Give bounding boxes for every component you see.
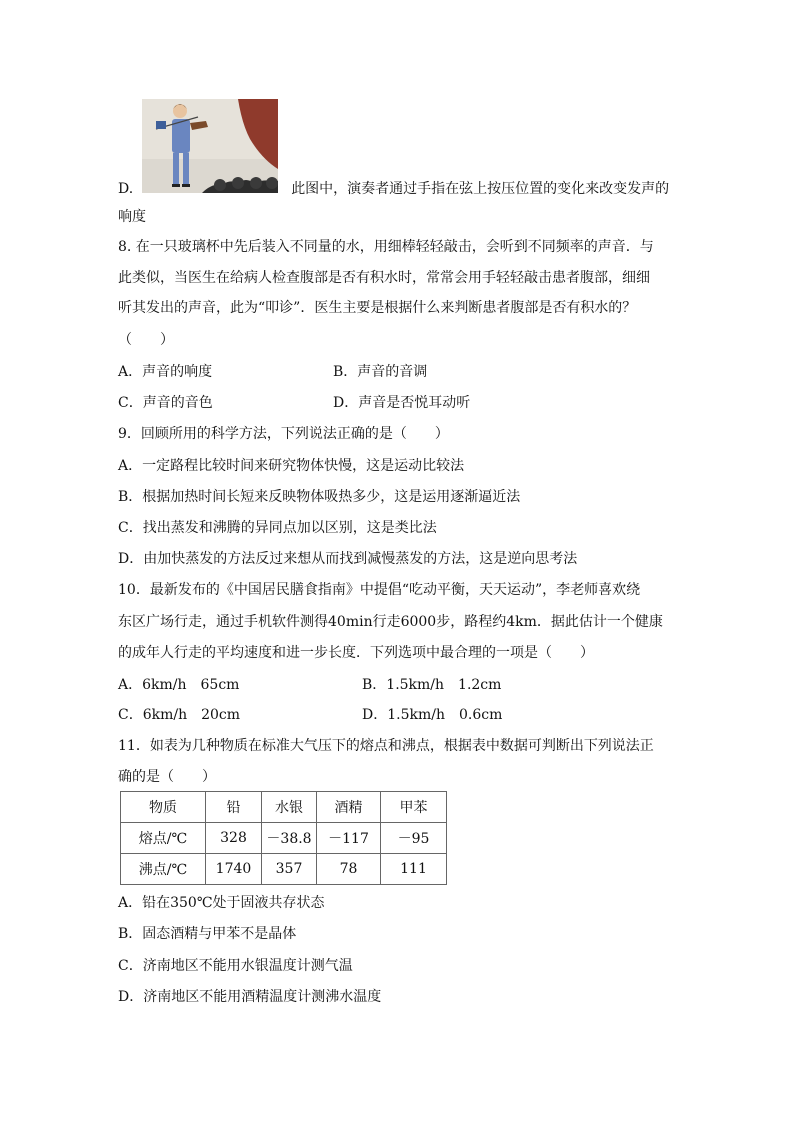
q11-stem-line-1: 11．如表为几种物质在标准大气压下的熔点和沸点，根据表中数据可判断出下列说法正: [118, 738, 654, 754]
q7-option-d-label: D.: [118, 181, 134, 197]
table-cell: 111: [381, 854, 447, 885]
table-cell: －117: [317, 823, 381, 854]
q8-option-b: B．声音的音调: [333, 364, 428, 380]
q8-stem-line-1: 8. 在一只玻璃杯中先后装入不同量的水，用细棒轻轻敲击，会听到不同频率的声音．与: [118, 239, 654, 255]
q10-option-d: D．1.5km/h 0.6cm: [362, 707, 503, 723]
table-cell: 沸点/℃: [121, 854, 206, 885]
q7-option-d-text-cont: 响度: [118, 209, 146, 225]
q7-option-d-text: 此图中，演奏者通过手指在弦上按压位置的变化来改变发声的: [291, 181, 670, 197]
q10-stem-line-3: 的成年人行走的平均速度和进一步长度．下列选项中最合理的一项是（ ）: [118, 645, 594, 661]
q9-option-d: D．由加快蒸发的方法反过来想从而找到减慢蒸发的方法，这是逆向思考法: [118, 551, 578, 567]
q10-stem-line-2: 东区广场行走，通过手机软件测得40min行走6000步，路程约4km．据此估计一个健康: [118, 614, 663, 630]
q8-option-d: D．声音是否悦耳动听: [333, 395, 471, 411]
q11-option-d: D．济南地区不能用酒精温度计测沸水温度: [118, 989, 382, 1005]
q9-option-c: C．找出蒸发和沸腾的异同点加以区别，这是类比法: [118, 520, 437, 536]
table-cell: 熔点/℃: [121, 823, 206, 854]
table-cell: －95: [381, 823, 447, 854]
melting-boiling-table: [120, 791, 447, 885]
table-row: [121, 854, 447, 885]
q8-option-a: A．声音的响度: [118, 364, 213, 380]
q8-stem-line-2: 此类似，当医生在给病人检查腹部是否有积水时，常常会用手轻轻敲击患者腹部，细细: [118, 270, 650, 286]
q10-option-b: B．1.5km/h 1.2cm: [362, 677, 502, 693]
table-cell: 328: [206, 823, 262, 854]
table-cell: 357: [262, 854, 317, 885]
q9-option-a: A．一定路程比较时间来研究物体快慢，这是运动比较法: [118, 458, 465, 474]
q11-option-b: B．固态酒精与甲苯不是晶体: [118, 926, 297, 942]
q11-option-c: C．济南地区不能用水银温度计测气温: [118, 958, 353, 974]
q10-option-a: A．6km/h 65cm: [118, 677, 240, 693]
q11-option-a: A．铅在350℃处于固液共存状态: [118, 895, 325, 911]
table-header-row: [121, 792, 447, 823]
q9-option-b: B．根据加热时间长短来反映物体吸热多少，这是运用逐渐逼近法: [118, 489, 521, 505]
q9-stem: 9．回顾所用的科学方法，下列说法正确的是（ ）: [118, 426, 449, 442]
q8-option-c: C．声音的音色: [118, 395, 213, 411]
table-cell: 1740: [206, 854, 262, 885]
q10-stem-line-1: 10．最新发布的《中国居民膳食指南》中提倡“吃动平衡，天天运动”，李老师喜欢绕: [118, 582, 641, 598]
table-cell: －38.8: [262, 823, 317, 854]
table-header-cell: 铅: [206, 792, 262, 823]
q8-stem-line-3: 听其发出的声音，此为“叩诊”．医生主要是根据什么来判断患者腹部是否有积水的？: [118, 300, 637, 316]
q8-stem-line-4: （ ）: [118, 332, 174, 348]
q10-option-c: C．6km/h 20cm: [118, 707, 241, 723]
q11-stem-line-2: 确的是（ ）: [118, 769, 216, 785]
table-header-cell: 水银: [262, 792, 317, 823]
table-row: [121, 823, 447, 854]
table-cell: 78: [317, 854, 381, 885]
table-header-cell: 酒精: [317, 792, 381, 823]
table-header-cell: 甲苯: [381, 792, 447, 823]
table-header-cell: 物质: [121, 792, 206, 823]
